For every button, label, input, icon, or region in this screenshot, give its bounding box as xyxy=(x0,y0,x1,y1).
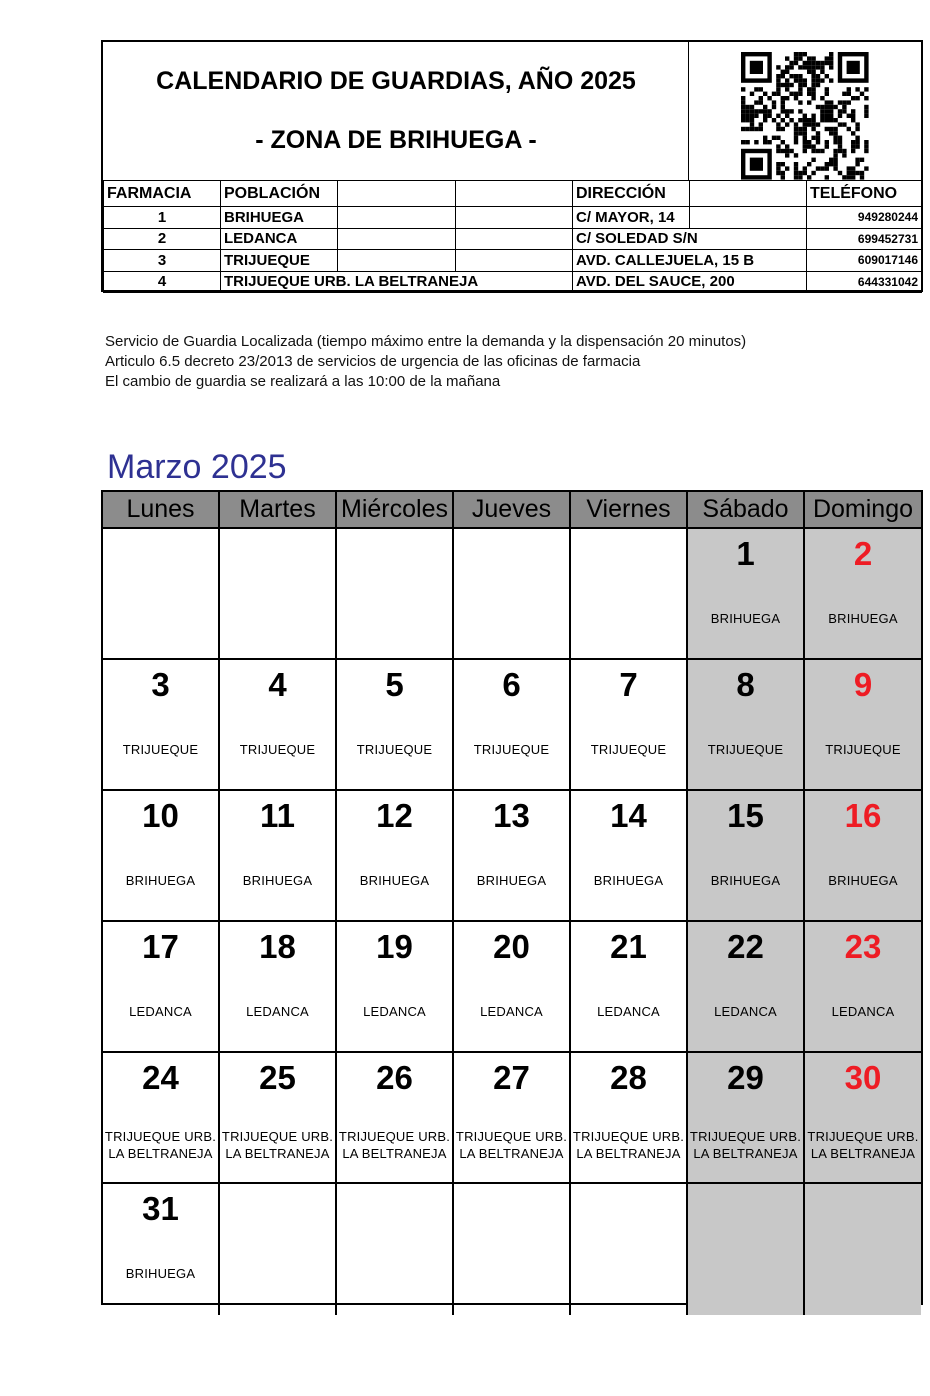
day-cell xyxy=(103,1184,220,1315)
duty-pharmacy xyxy=(688,742,803,757)
day-cell xyxy=(454,660,571,789)
col-header xyxy=(690,181,807,207)
day-cell xyxy=(688,922,805,1051)
duty-pharmacy-line: LEDANCA xyxy=(129,1004,192,1019)
duty-pharmacy xyxy=(805,873,921,888)
duty-pharmacy-line: LA BELTRANEJA xyxy=(576,1146,681,1161)
pharmacy-address: C/ MAYOR, 14 xyxy=(573,207,690,229)
duty-pharmacy-line: TRIJUEQUE URB. xyxy=(338,1129,451,1144)
duty-pharmacy-line: LA BELTRANEJA xyxy=(810,1146,916,1161)
qr-code-icon xyxy=(741,52,871,180)
day-cell xyxy=(571,1184,688,1315)
day-cell xyxy=(337,1184,454,1315)
duty-pharmacy xyxy=(688,873,803,888)
day-cell xyxy=(688,1053,805,1182)
day-number: 7 xyxy=(619,666,638,703)
day-cell xyxy=(571,922,688,1051)
duty-pharmacy-line: TRIJUEQUE xyxy=(356,742,433,757)
day-cell xyxy=(571,791,688,920)
weekday-header: Martes xyxy=(220,492,337,527)
weekday-header-row xyxy=(103,492,921,529)
col-header: FARMACIA xyxy=(104,181,221,207)
day-number: 25 xyxy=(259,1059,296,1096)
pharmacy-address: C/ SOLEDAD S/N xyxy=(573,228,807,250)
table-row xyxy=(104,207,922,229)
duty-pharmacy-line: BRIHUEGA xyxy=(125,873,196,888)
empty-cell xyxy=(690,207,807,229)
day-number: 6 xyxy=(502,666,521,703)
duty-pharmacy xyxy=(571,742,686,757)
duty-pharmacy xyxy=(220,1128,335,1162)
duty-pharmacy-line: BRIHUEGA xyxy=(593,873,664,888)
duty-pharmacy-line: BRIHUEGA xyxy=(125,1266,196,1281)
pharmacy-phone: 644331042 xyxy=(807,271,922,293)
duty-pharmacy-line: TRIJUEQUE URB. xyxy=(221,1129,334,1144)
duty-pharmacy-line: LA BELTRANEJA xyxy=(108,1146,213,1161)
day-number: 17 xyxy=(142,928,179,965)
duty-pharmacy xyxy=(337,1004,452,1019)
day-cell xyxy=(688,660,805,789)
pharmacy-address: AVD. DEL SAUCE, 200 xyxy=(573,271,807,293)
day-cell xyxy=(337,1053,454,1182)
duty-pharmacy-line: BRIHUEGA xyxy=(828,611,898,626)
day-number: 14 xyxy=(610,797,647,834)
day-cell xyxy=(454,1184,571,1315)
pharmacy-address: AVD. CALLEJUELA, 15 B xyxy=(573,250,807,272)
duty-pharmacy xyxy=(805,611,921,626)
duty-pharmacy xyxy=(103,742,218,757)
day-cell xyxy=(220,1053,337,1182)
duty-pharmacy xyxy=(337,873,452,888)
day-number: 18 xyxy=(259,928,296,965)
duty-pharmacy xyxy=(454,1004,569,1019)
duty-pharmacy-line: BRIHUEGA xyxy=(710,873,781,888)
day-cell xyxy=(805,922,921,1051)
day-cell xyxy=(571,660,688,789)
duty-pharmacy xyxy=(103,1266,218,1281)
duty-pharmacy-line: TRIJUEQUE URB. xyxy=(572,1129,685,1144)
calendar-week xyxy=(103,791,921,922)
col-header: DIRECCIÓN xyxy=(573,181,690,207)
duty-pharmacy-line: TRIJUEQUE xyxy=(122,742,199,757)
duty-pharmacy xyxy=(805,1004,921,1019)
day-cell xyxy=(805,529,921,658)
calendar-week xyxy=(103,922,921,1053)
duty-pharmacy-line: LA BELTRANEJA xyxy=(342,1146,447,1161)
month-title: Marzo 2025 xyxy=(107,448,287,486)
day-cell xyxy=(805,1053,921,1182)
note-line: El cambio de guardia se realizará a las 10:00 de la mañana xyxy=(105,373,501,390)
table-row xyxy=(104,250,922,272)
duty-pharmacy xyxy=(688,1128,803,1162)
table-header-row xyxy=(104,181,922,207)
day-number: 29 xyxy=(727,1059,764,1096)
day-cell xyxy=(688,791,805,920)
day-cell xyxy=(103,529,220,658)
day-number: 4 xyxy=(268,666,287,703)
duty-pharmacy xyxy=(571,873,686,888)
day-cell xyxy=(103,922,220,1051)
col-header: POBLACIÓN xyxy=(221,181,338,207)
col-header: TELÉFONO xyxy=(807,181,922,207)
weekday-header: Jueves xyxy=(454,492,571,527)
day-cell xyxy=(220,660,337,789)
day-cell xyxy=(220,529,337,658)
day-number: 15 xyxy=(727,797,764,834)
day-cell xyxy=(103,791,220,920)
day-number: 5 xyxy=(385,666,404,703)
header-box xyxy=(101,40,923,292)
duty-pharmacy xyxy=(688,1004,803,1019)
day-cell xyxy=(454,1053,571,1182)
day-number: 23 xyxy=(844,928,882,965)
weekday-header: Sábado xyxy=(688,492,805,527)
duty-pharmacy-line: LEDANCA xyxy=(246,1004,309,1019)
calendar-week xyxy=(103,529,921,660)
duty-pharmacy-line: LEDANCA xyxy=(831,1004,895,1019)
day-number: 22 xyxy=(727,928,764,965)
duty-pharmacy xyxy=(454,1128,569,1162)
duty-pharmacy-line: TRIJUEQUE URB. xyxy=(807,1129,919,1144)
duty-pharmacy-line: TRIJUEQUE URB. xyxy=(455,1129,568,1144)
day-cell xyxy=(220,922,337,1051)
duty-pharmacy xyxy=(103,873,218,888)
day-cell xyxy=(337,791,454,920)
day-number: 12 xyxy=(376,797,413,834)
day-number: 28 xyxy=(610,1059,647,1096)
pharmacy-phone: 699452731 xyxy=(807,228,922,250)
day-number: 27 xyxy=(493,1059,530,1096)
note-line: Articulo 6.5 decreto 23/2013 de servicios de urgencia de las oficinas de farmacia xyxy=(105,353,641,370)
day-number: 21 xyxy=(610,928,647,965)
pharmacy-town: TRIJUEQUE URB. LA BELTRANEJA xyxy=(221,271,573,293)
day-cell xyxy=(337,922,454,1051)
duty-pharmacy-line: TRIJUEQUE URB. xyxy=(689,1129,802,1144)
pharmacy-number: 3 xyxy=(104,250,221,272)
duty-pharmacy xyxy=(103,1128,218,1162)
day-number: 9 xyxy=(853,666,873,703)
day-number: 31 xyxy=(142,1190,179,1227)
table-row xyxy=(104,228,922,250)
duty-pharmacy xyxy=(454,873,569,888)
day-number: 3 xyxy=(151,666,170,703)
duty-pharmacy-line: TRIJUEQUE xyxy=(473,742,550,757)
duty-pharmacy-line: LEDANCA xyxy=(714,1004,777,1019)
day-cell xyxy=(103,660,220,789)
day-number: 8 xyxy=(736,666,755,703)
pharmacy-number: 2 xyxy=(104,228,221,250)
pharmacy-phone: 609017146 xyxy=(807,250,922,272)
duty-pharmacy-line: TRIJUEQUE xyxy=(825,742,901,757)
calendar-week xyxy=(103,1184,921,1315)
zone-title: - ZONA DE BRIHUEGA - xyxy=(255,126,537,154)
duty-pharmacy-line: LEDANCA xyxy=(480,1004,543,1019)
day-number: 16 xyxy=(844,797,882,834)
day-number: 10 xyxy=(142,797,179,834)
empty-cell xyxy=(338,207,456,229)
pharmacy-number: 4 xyxy=(104,271,221,293)
empty-cell xyxy=(456,207,573,229)
pharmacy-phone: 949280244 xyxy=(807,207,922,229)
pharmacy-town: LEDANCA xyxy=(221,228,338,250)
day-number: 20 xyxy=(493,928,530,965)
duty-pharmacy-line: BRIHUEGA xyxy=(710,611,781,626)
note-line: Servicio de Guardia Localizada (tiempo máximo entre la demanda y la dispensación 20 minutos) xyxy=(105,333,747,350)
col-header xyxy=(338,181,456,207)
day-cell xyxy=(337,660,454,789)
duty-pharmacy xyxy=(805,742,921,757)
duty-pharmacy-line: LA BELTRANEJA xyxy=(459,1146,564,1161)
duty-pharmacy-line: LA BELTRANEJA xyxy=(693,1146,798,1161)
empty-cell xyxy=(338,250,456,272)
duty-pharmacy-line: BRIHUEGA xyxy=(476,873,547,888)
day-number: 24 xyxy=(142,1059,179,1096)
duty-pharmacy-line: TRIJUEQUE xyxy=(590,742,667,757)
duty-pharmacy-line: LEDANCA xyxy=(363,1004,426,1019)
day-cell xyxy=(805,791,921,920)
weekday-header: Domingo xyxy=(812,495,914,523)
day-cell xyxy=(688,529,805,658)
table-row xyxy=(104,271,922,293)
duty-pharmacy xyxy=(337,742,452,757)
pharmacy-number: 1 xyxy=(104,207,221,229)
day-cell xyxy=(454,791,571,920)
day-cell xyxy=(688,1184,805,1315)
duty-pharmacy xyxy=(337,1128,452,1162)
day-cell xyxy=(454,922,571,1051)
day-cell xyxy=(805,1184,921,1315)
duty-pharmacy-line: BRIHUEGA xyxy=(359,873,430,888)
day-cell xyxy=(571,529,688,658)
pharmacy-town: TRIJUEQUE xyxy=(221,250,338,272)
duty-pharmacy-line: TRIJUEQUE xyxy=(707,742,784,757)
day-cell xyxy=(454,529,571,658)
duty-pharmacy-line: LA BELTRANEJA xyxy=(225,1146,330,1161)
day-number: 26 xyxy=(376,1059,413,1096)
day-cell xyxy=(805,660,921,789)
duty-pharmacy-line: TRIJUEQUE URB. xyxy=(104,1129,217,1144)
duty-pharmacy-line: LEDANCA xyxy=(597,1004,660,1019)
empty-cell xyxy=(456,228,573,250)
empty-cell xyxy=(338,228,456,250)
day-number: 1 xyxy=(736,535,755,572)
pharmacy-town: BRIHUEGA xyxy=(221,207,338,229)
duty-pharmacy-line: BRIHUEGA xyxy=(242,873,313,888)
weekday-header: Viernes xyxy=(571,492,688,527)
calendar-week xyxy=(103,1053,921,1184)
duty-pharmacy xyxy=(220,742,335,757)
calendar-grid xyxy=(101,490,923,1305)
day-cell xyxy=(337,529,454,658)
duty-pharmacy xyxy=(688,611,803,626)
duty-pharmacy-line: TRIJUEQUE xyxy=(239,742,316,757)
duty-pharmacy xyxy=(220,873,335,888)
duty-pharmacy-line: BRIHUEGA xyxy=(828,873,898,888)
day-number: 11 xyxy=(260,797,295,834)
notes-block xyxy=(105,332,746,392)
col-header xyxy=(456,181,573,207)
duty-pharmacy xyxy=(571,1128,686,1162)
day-number: 13 xyxy=(493,797,530,834)
duty-pharmacy xyxy=(805,1128,921,1162)
weekday-header: Miércoles xyxy=(337,492,454,527)
day-cell xyxy=(571,1053,688,1182)
day-number: 19 xyxy=(376,928,413,965)
day-cell xyxy=(220,791,337,920)
duty-pharmacy xyxy=(220,1004,335,1019)
calendar-week xyxy=(103,660,921,791)
day-cell xyxy=(103,1053,220,1182)
day-number: 30 xyxy=(844,1059,882,1096)
weekday-header: Lunes xyxy=(103,492,220,527)
title-area xyxy=(103,42,689,180)
day-cell xyxy=(220,1184,337,1315)
page-title: CALENDARIO DE GUARDIAS, AÑO 2025 xyxy=(156,67,636,95)
duty-pharmacy xyxy=(571,1004,686,1019)
pharmacy-table xyxy=(103,180,922,293)
day-number: 2 xyxy=(853,535,873,572)
duty-pharmacy xyxy=(454,742,569,757)
duty-pharmacy xyxy=(103,1004,218,1019)
empty-cell xyxy=(456,250,573,272)
